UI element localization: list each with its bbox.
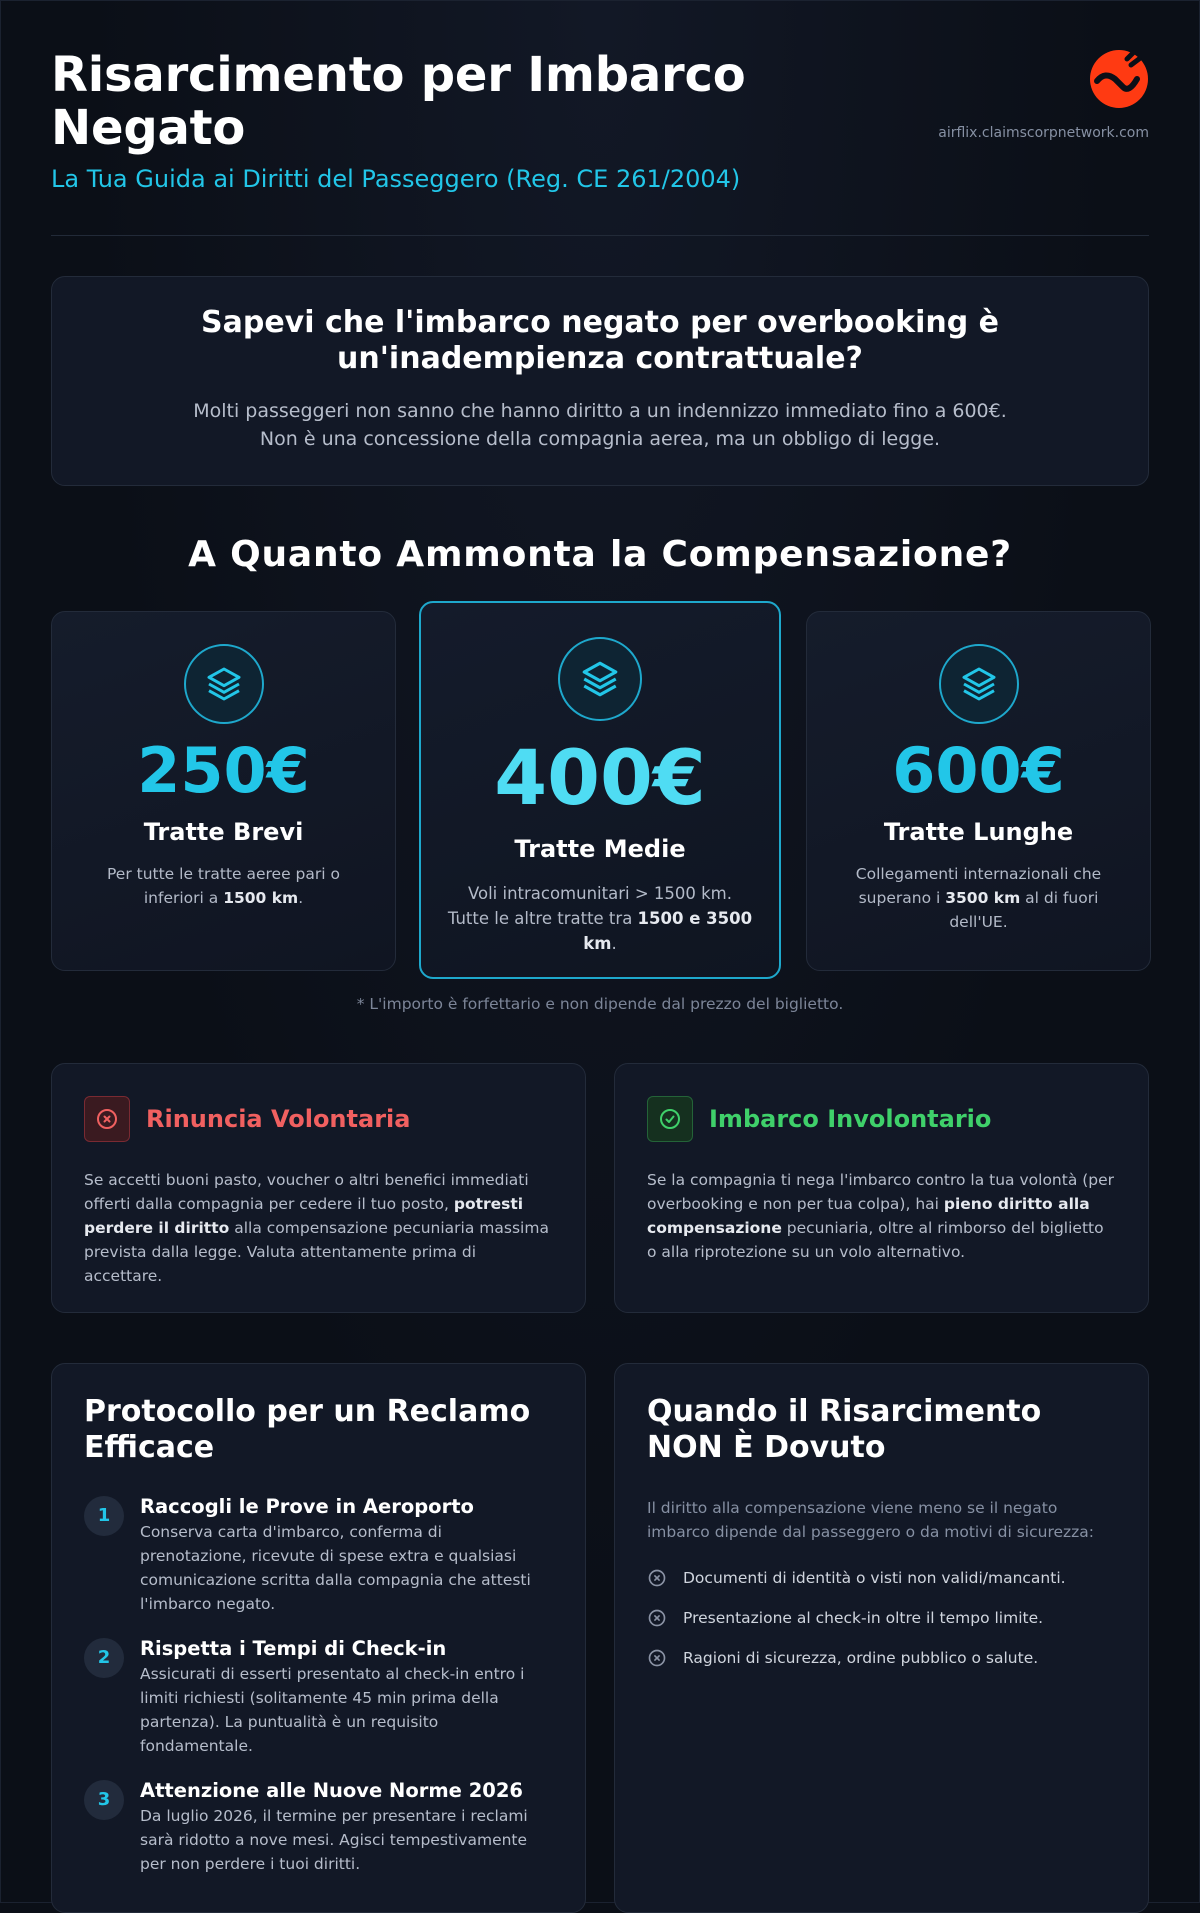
list-item <box>647 1558 1116 1598</box>
boarding-types <box>51 1063 1149 1313</box>
tier-amount: 400€ <box>494 732 706 822</box>
step-number: 1 <box>84 1496 124 1536</box>
tier-title: Tratte Brevi <box>143 817 304 846</box>
tier-amount: 250€ <box>137 733 310 807</box>
list-item-text: Ragioni di sicurezza, ordine pubblico o salute. <box>683 1648 1039 1667</box>
claim-logo-icon <box>1089 49 1149 109</box>
step-description: Assicurati di esserti presentato al check-in entro i limiti richiesti (solitamente 45 min prima della partenza). La puntualità è un requisito fondamentale. <box>140 1664 525 1755</box>
step-title: Attenzione alle Nuove Norme 2026 <box>140 1778 523 1802</box>
check-circle-icon <box>647 1096 693 1142</box>
intro-text <box>92 397 1108 453</box>
list-item-text: Presentazione al check-in oltre il tempo limite. <box>683 1608 1044 1627</box>
not-due-intro: Il diritto alla compensazione viene meno se il negato imbarco dipende dal passeggero o da motivi di sicurezza: <box>647 1498 1095 1541</box>
step-title: Rispetta i Tempi di Check-in <box>140 1636 447 1660</box>
list-item-text: Documenti di identità o visti non validi/mancanti. <box>683 1568 1066 1587</box>
intro-line-1: Molti passeggeri non sanno che hanno diritto a un indennizzo immediato fino a 600€. <box>193 399 1007 422</box>
x-circle-icon <box>647 1608 667 1628</box>
step-description: Conserva carta d'imbarco, conferma di prenotazione, ricevute di spese extra e qualsiasi comunicazione scritta dalla compagnia che attesti l'imbarco negato. <box>140 1522 531 1613</box>
voluntary-text: Se accetti buoni pasto, voucher o altri benefici immediati offerti dalla compagnia per cedere il tuo posto, potresti perdere il diritto alla compensazione pecuniaria massima prevista dalla legge. Valuta attentamente prima di accettare. <box>84 1170 549 1285</box>
not-due-card <box>614 1363 1149 1913</box>
not-due-list <box>647 1558 1116 1678</box>
list-item <box>647 1598 1116 1638</box>
protocol-title: Protocollo per un Reclamo Efficace <box>84 1393 531 1465</box>
voluntary-card <box>51 1063 586 1313</box>
layers-icon <box>939 644 1019 724</box>
tier-title: Tratte Lunghe <box>883 817 1074 846</box>
header <box>51 49 1149 193</box>
not-due-title: Quando il Risarcimento NON È Dovuto <box>647 1393 1042 1465</box>
tier-card-long <box>806 611 1151 971</box>
tier-description: Voli intracomunitari > 1500 km. Tutte le altre tratte tra 1500 e 3500 km. <box>447 883 753 953</box>
step-number: 2 <box>84 1638 124 1678</box>
tier-amount: 600€ <box>892 733 1065 807</box>
header-divider <box>51 235 1149 236</box>
voluntary-title: Rinuncia Volontaria <box>146 1104 411 1133</box>
compensation-tiers <box>51 601 1149 981</box>
protocol-card <box>51 1363 586 1913</box>
step-number: 3 <box>84 1780 124 1820</box>
compensation-note: * L'importo è forfettario e non dipende dal prezzo del biglietto. <box>356 994 844 1013</box>
list-item <box>647 1638 1116 1678</box>
protocol-step <box>84 1778 553 1876</box>
tier-description: Per tutte le tratte aeree pari o inferiori a 1500 km. <box>107 864 340 907</box>
involuntary-title: Imbarco Involontario <box>709 1104 992 1133</box>
involuntary-card <box>614 1063 1149 1313</box>
protocol-step <box>84 1494 553 1616</box>
compensation-title: A Quanto Ammonta la Compensazione? <box>188 533 1012 575</box>
layers-icon <box>184 644 264 724</box>
bottom-section <box>51 1363 1149 1913</box>
step-title: Raccogli le Prove in Aeroporto <box>140 1494 474 1518</box>
tier-card-short <box>51 611 396 971</box>
intro-line-2: Non è una concessione della compagnia aerea, ma un obbligo di legge. <box>259 427 941 450</box>
site-domain: airflix.claimscorpnetwork.com <box>938 125 1149 141</box>
protocol-steps <box>84 1494 553 1876</box>
tier-description: Collegamenti internazionali che superano i 3500 km al di fuori dell'UE. <box>855 864 1102 931</box>
tier-title: Tratte Medie <box>514 834 686 863</box>
layers-icon <box>558 637 642 721</box>
involuntary-text: Se la compagnia ti nega l'imbarco contro la tua volontà (per overbooking e non per tua colpa), hai pieno diritto alla compensazione pecuniaria, oltre al rimborso del biglietto o alla riprotezione su un volo alternativo. <box>647 1170 1115 1261</box>
intro-title: Sapevi che l'imbarco negato per overbooking è un'inadempienza contrattuale? <box>201 304 999 376</box>
x-circle-icon <box>84 1096 130 1142</box>
x-circle-icon <box>647 1648 667 1668</box>
step-description: Da luglio 2026, il termine per presentare i reclami sarà ridotto a nove mesi. Agisci tempestivamente per non perdere i tuoi diritti. <box>140 1806 528 1873</box>
tier-card-medium <box>419 601 781 979</box>
page-title: Risarcimento per Imbarco Negato <box>51 47 746 156</box>
protocol-step <box>84 1636 553 1758</box>
x-circle-icon <box>647 1568 667 1588</box>
page-subtitle: La Tua Guida ai Diritti del Passeggero (Reg. CE 261/2004) <box>51 164 741 193</box>
intro-card <box>51 276 1149 486</box>
